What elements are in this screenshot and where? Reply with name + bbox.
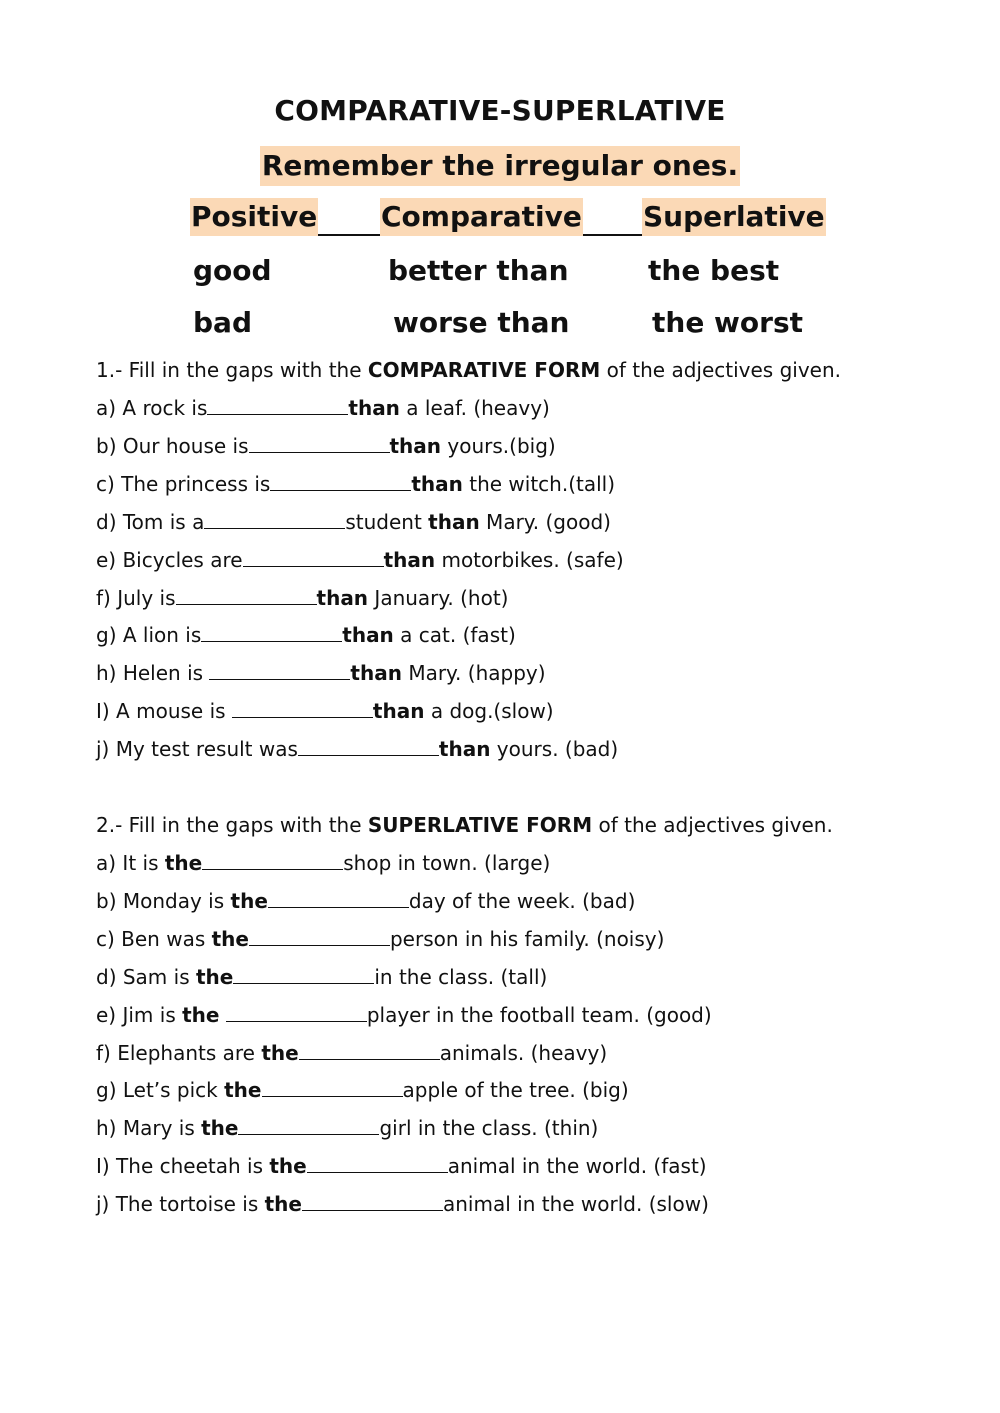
instruction-text: of the adjectives given. xyxy=(600,358,842,382)
answer-blank[interactable] xyxy=(209,661,350,680)
item-text: day of the week. (bad) xyxy=(408,888,636,913)
exercise-item xyxy=(96,433,556,459)
item-prompt: I) The cheetah is xyxy=(96,1154,270,1179)
exercise1-instruction xyxy=(96,357,841,383)
item-text: Mary. (happy) xyxy=(401,661,546,686)
cell-comparative: worse than xyxy=(393,306,570,339)
item-keyword: the xyxy=(182,1002,220,1027)
answer-blank[interactable] xyxy=(298,737,439,756)
item-keyword: than xyxy=(350,661,402,686)
instruction-text: of the adjectives given. xyxy=(592,813,833,837)
item-prompt: e) Jim is xyxy=(96,1002,183,1027)
answer-blank[interactable] xyxy=(207,396,348,415)
cell-positive: bad xyxy=(193,306,252,339)
item-prompt: j) The tortoise is xyxy=(96,1192,265,1217)
exercise-item xyxy=(96,926,664,952)
item-keyword: the xyxy=(164,851,203,875)
item-text: Mary. (good) xyxy=(479,509,611,534)
exercise-item xyxy=(96,395,550,421)
answer-blank[interactable] xyxy=(238,1116,379,1135)
answer-blank[interactable] xyxy=(226,1003,367,1022)
item-text: motorbikes. (safe) xyxy=(435,547,624,572)
cell-superlative: the worst xyxy=(652,306,804,339)
exercise-item xyxy=(96,1153,707,1179)
exercise-item xyxy=(96,509,611,535)
page-subtitle: Remember the irregular ones. xyxy=(260,146,740,186)
answer-blank[interactable] xyxy=(233,965,374,984)
answer-blank[interactable] xyxy=(232,699,373,718)
exercise-item xyxy=(96,1002,712,1028)
item-text: yours.(big) xyxy=(441,433,556,458)
exercise-item xyxy=(96,736,618,762)
irregular-table-header xyxy=(190,198,825,240)
answer-blank[interactable] xyxy=(204,510,345,529)
exercise-item xyxy=(96,850,550,876)
item-prompt: h) Helen is xyxy=(96,661,210,686)
item-keyword: the xyxy=(224,1078,262,1103)
item-keyword: than xyxy=(348,396,400,420)
instruction-keyword: COMPARATIVE FORM xyxy=(367,358,601,382)
item-prompt: a) A rock is xyxy=(96,396,208,420)
answer-blank[interactable] xyxy=(307,1154,448,1173)
item-text: student xyxy=(345,509,429,534)
item-keyword: the xyxy=(261,1040,299,1065)
item-prompt: g) Let’s pick xyxy=(96,1078,225,1103)
header-superlative: Superlative xyxy=(642,198,826,236)
instruction-text: 1.- Fill in the gaps with the xyxy=(96,358,368,382)
cell-positive: good xyxy=(193,254,272,287)
item-keyword: than xyxy=(438,737,491,762)
item-keyword: than xyxy=(316,585,369,610)
exercise-item xyxy=(96,964,547,990)
item-prompt: d) Tom is a xyxy=(96,509,205,534)
answer-blank[interactable] xyxy=(302,1192,443,1211)
item-keyword: the xyxy=(269,1154,307,1179)
item-keyword: the xyxy=(264,1192,302,1217)
item-text: January. (hot) xyxy=(368,585,509,610)
item-text: person in his family. (noisy) xyxy=(389,926,665,951)
exercise-item xyxy=(96,1191,709,1217)
item-keyword: than xyxy=(389,433,442,458)
exercise-item xyxy=(96,585,508,611)
header-positive: Positive xyxy=(190,198,318,236)
item-keyword: than xyxy=(372,699,425,724)
item-text: girl in the class. (thin) xyxy=(379,1116,599,1141)
item-text: player in the football team. (good) xyxy=(366,1002,712,1027)
item-text: apple of the tree. (big) xyxy=(402,1078,629,1103)
exercise-item xyxy=(96,471,615,497)
item-keyword: the xyxy=(195,964,234,989)
item-prompt: b) Our house is xyxy=(96,433,249,458)
answer-blank[interactable] xyxy=(270,472,411,491)
exercise-item xyxy=(96,1040,607,1066)
cell-comparative: better than xyxy=(388,254,569,287)
item-prompt: f) Elephants are xyxy=(96,1040,262,1065)
instruction-text: 2.- Fill in the gaps with the xyxy=(96,813,368,837)
item-text: in the class. (tall) xyxy=(374,964,548,989)
item-prompt: c) Ben was xyxy=(96,926,212,951)
item-text: shop in town. (large) xyxy=(343,851,551,875)
answer-blank[interactable] xyxy=(299,1041,440,1060)
item-prompt: e) Bicycles are xyxy=(96,547,243,572)
answer-blank[interactable] xyxy=(243,548,384,567)
exercise-item xyxy=(96,888,635,914)
instruction-keyword: SUPERLATIVE FORM xyxy=(367,813,593,837)
answer-blank[interactable] xyxy=(201,623,342,642)
item-text: a dog.(slow) xyxy=(424,699,554,724)
item-text: yours. (bad) xyxy=(490,737,619,762)
item-prompt: a) It is xyxy=(96,851,165,875)
answer-blank[interactable] xyxy=(262,1078,403,1097)
item-keyword: the xyxy=(211,926,249,951)
item-prompt: c) The princess is xyxy=(96,471,271,496)
cell-superlative: the best xyxy=(648,254,780,287)
item-keyword: than xyxy=(411,471,463,496)
exercise-item xyxy=(96,660,546,686)
item-prompt: b) Monday is xyxy=(96,888,231,913)
answer-blank[interactable] xyxy=(268,889,409,908)
item-text: animals. (heavy) xyxy=(439,1040,608,1065)
item-keyword: than xyxy=(383,547,436,572)
item-text: the witch.(tall) xyxy=(462,471,616,496)
item-prompt: d) Sam is xyxy=(96,964,196,989)
exercise-item xyxy=(96,1115,598,1141)
item-keyword: than xyxy=(342,623,394,648)
item-prompt: j) My test result was xyxy=(96,737,298,762)
exercise-item xyxy=(96,622,516,648)
answer-blank[interactable] xyxy=(249,434,390,453)
item-prompt: h) Mary is xyxy=(96,1116,202,1141)
item-prompt: f) July is xyxy=(96,585,176,610)
answer-blank[interactable] xyxy=(202,851,343,870)
item-text: animal in the world. (slow) xyxy=(443,1192,709,1217)
item-keyword: than xyxy=(428,509,480,534)
item-keyword: the xyxy=(230,888,268,913)
exercise-item xyxy=(96,1077,629,1103)
exercise-item xyxy=(96,547,624,573)
item-prompt: I) A mouse is xyxy=(96,699,232,724)
item-text: a cat. (fast) xyxy=(393,623,516,648)
item-keyword: the xyxy=(201,1116,239,1141)
answer-blank[interactable] xyxy=(249,927,390,946)
item-text: animal in the world. (fast) xyxy=(447,1154,707,1179)
answer-blank[interactable] xyxy=(176,586,317,605)
subtitle-container xyxy=(0,146,1000,186)
header-comparative: Comparative xyxy=(380,198,583,236)
page-title: COMPARATIVE-SUPERLATIVE xyxy=(274,94,726,127)
item-text: a leaf. (heavy) xyxy=(399,396,550,420)
item-prompt: g) A lion is xyxy=(96,623,202,648)
exercise-item xyxy=(96,698,554,724)
exercise2-instruction xyxy=(96,812,833,838)
